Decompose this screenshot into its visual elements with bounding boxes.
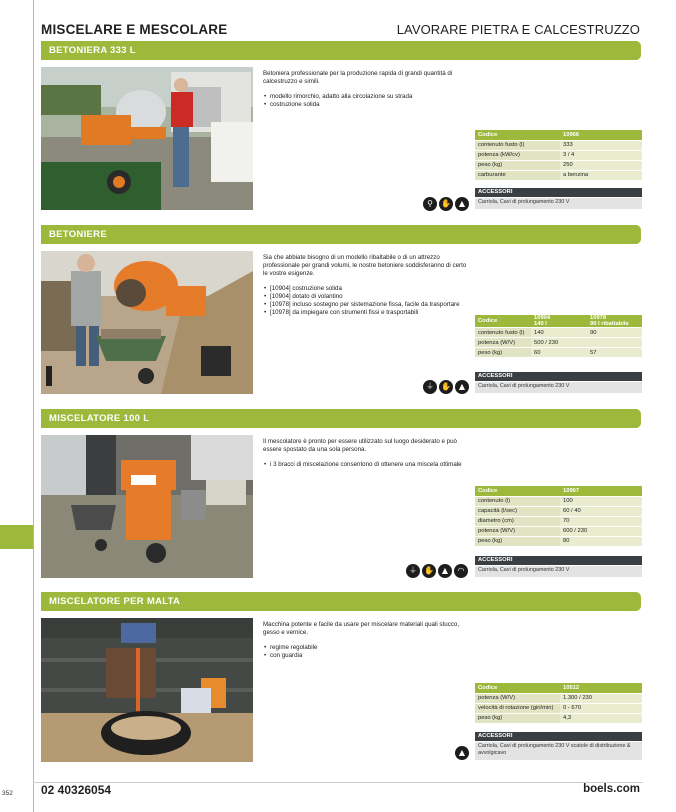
- hand-glove-icon: ✋: [439, 380, 453, 394]
- spec-row: [475, 693, 642, 703]
- spec-header-code: [587, 315, 642, 328]
- spec-value: 600 / 230: [560, 526, 642, 536]
- spec-code: 10904: [534, 315, 551, 321]
- spec-value: a benzina: [560, 170, 642, 180]
- spec-row: [475, 496, 642, 506]
- spec-table: [475, 130, 642, 181]
- product-photo-miscelatore-malta: [41, 618, 253, 762]
- spec-code: 10978: [590, 315, 607, 321]
- description-text: Sia che abbiate bisogno di un modello ribaltabile o di un attrezzo professionale per grandi volumi, le nostre betoniere soddisferanno di certo le vostre esigenze.: [263, 254, 467, 277]
- spec-value: 500 / 230: [531, 338, 587, 348]
- spec-table: [475, 486, 642, 547]
- spec-header-row: [475, 683, 642, 693]
- spec-label: potenza (kW/cv): [475, 150, 560, 160]
- spec-value: 80: [560, 536, 642, 546]
- accessories-header: ACCESSORI: [475, 732, 642, 741]
- section-title: BETONIERA 333 L: [41, 41, 641, 60]
- description-text: Macchina potente e facile da usare per miscelare materiali quali stucco, gesso e vernice.: [263, 621, 460, 636]
- accessories-header: ACCESSORI: [475, 372, 642, 381]
- spec-label: potenza (W/V): [475, 338, 531, 348]
- feature-list: [263, 285, 468, 317]
- plug-icon: ⏚: [406, 564, 420, 578]
- spec-value: 250: [560, 160, 642, 170]
- spec-row: [475, 160, 642, 170]
- spec-value: 57: [587, 348, 642, 358]
- spec-header-row: [475, 486, 642, 496]
- spec-header-code: 10966: [560, 130, 642, 140]
- spec-value: 70: [560, 516, 642, 526]
- spec-header-row: [475, 130, 642, 140]
- safety-icons: [406, 564, 468, 578]
- spec-value: 333: [560, 140, 642, 150]
- feature-item: • [10904] costruzione solida: [263, 285, 468, 293]
- feature-item: • [10904] dotato di volantino: [263, 293, 468, 301]
- spec-row: [475, 713, 642, 723]
- description-text: Betoniera professionale per la produzione rapida di grandi quantità di calcestruzzo e simili.: [263, 70, 453, 85]
- accessories-header: ACCESSORI: [475, 556, 642, 565]
- phone-number: 02 40326054: [41, 783, 112, 797]
- spec-label: peso (kg): [475, 536, 560, 546]
- description-text: Il mescolatore è pronto per essere utilizzato sul luogo desiderato e può essere spostato da una sola persona.: [263, 438, 457, 453]
- boot-icon: ▲: [455, 380, 469, 394]
- spec-row: [475, 516, 642, 526]
- feature-item: • [10978] incluso sostegno per sistemazione fissa, facile da trasportare: [263, 301, 468, 309]
- spec-label: contenuto fusto (l): [475, 328, 531, 338]
- feature-item: • con guardia: [263, 652, 468, 660]
- spec-value: 4,3: [560, 713, 642, 723]
- spec-label: peso (kg): [475, 160, 560, 170]
- feature-list: [263, 644, 468, 660]
- spec-value: 90: [587, 328, 642, 338]
- page-number: 352: [2, 790, 13, 797]
- safety-icons: [455, 746, 469, 760]
- safety-icons: [423, 380, 469, 394]
- spec-row: [475, 506, 642, 516]
- section-title: MISCELATORE 100 L: [41, 409, 641, 428]
- website-link[interactable]: boels.com: [583, 783, 640, 795]
- ear-protection-icon: ◠: [454, 564, 468, 578]
- spec-value: 140: [531, 328, 587, 338]
- spec-header-label: Codice: [475, 486, 560, 496]
- boot-icon: ▲: [438, 564, 452, 578]
- feature-list: [263, 93, 468, 109]
- spec-row: [475, 526, 642, 536]
- plug-icon: ⏚: [423, 380, 437, 394]
- product-photo-betoniere: [41, 251, 253, 394]
- spec-row: [475, 348, 642, 358]
- section-description: [263, 254, 468, 317]
- spec-table: [475, 315, 642, 358]
- boot-icon: ▲: [455, 746, 469, 760]
- page-category: LAVORARE PIETRA E CALCESTRUZZO: [396, 22, 640, 37]
- boot-icon: ▲: [455, 197, 469, 211]
- spec-value: [587, 338, 642, 348]
- spec-label: carburante: [475, 170, 560, 180]
- spec-label: potenza (W/V): [475, 693, 560, 703]
- feature-item: • modello rimorchio, adatto alla circolazione su strada: [263, 93, 468, 101]
- feature-item: • i 3 bracci di miscelazione consentono di ottenere una miscela ottimale: [263, 461, 468, 469]
- spec-row: [475, 338, 642, 348]
- spec-label: diametro (cm): [475, 516, 560, 526]
- spec-code-sub: 140 l: [534, 321, 547, 327]
- safety-icons: [423, 197, 469, 211]
- spec-value: 100: [560, 496, 642, 506]
- spec-value: 3 / 4: [560, 150, 642, 160]
- spec-row: [475, 703, 642, 713]
- spec-header-code: [531, 315, 587, 328]
- page-title: MISCELARE E MESCOLARE: [41, 22, 228, 37]
- accessories-header: ACCESSORI: [475, 188, 642, 197]
- accessories-text: Carriola, Cavi di prolungamento 230 V: [475, 198, 642, 209]
- section-description: [263, 621, 468, 660]
- section-description: [263, 438, 468, 469]
- spec-code-sub: 90 l ribaltabile: [590, 321, 629, 327]
- spec-header-label: Codice: [475, 130, 560, 140]
- accessories-text: Carriola, Cavi di prolungamento 230 V: [475, 382, 642, 393]
- spec-table: [475, 683, 642, 724]
- spec-label: peso (kg): [475, 713, 560, 723]
- product-photo-miscelatore: [41, 435, 253, 578]
- accessories-text: Carriola, Cavi di prolungamento 230 V scatole di distribuzione & avvolgicavo: [475, 742, 642, 760]
- left-margin-rule: [33, 0, 34, 812]
- spec-row: [475, 150, 642, 160]
- spec-label: velocità di rotazione (giri/min): [475, 703, 560, 713]
- hand-glove-icon: ✋: [439, 197, 453, 211]
- feature-item: • costruzione solida: [263, 101, 468, 109]
- spec-label: peso (kg): [475, 348, 531, 358]
- section-title: MISCELATORE PER MALTA: [41, 592, 641, 611]
- feature-item: • [10978] da impiegare con strumenti fissi e trasportabili: [263, 309, 468, 317]
- spec-header-label: Codice: [475, 683, 560, 693]
- section-title: BETONIERE: [41, 225, 641, 244]
- spec-header-row: [475, 315, 642, 328]
- product-photo-betoniera: [41, 67, 253, 210]
- spec-header-code: 10967: [560, 486, 642, 496]
- spec-label: capacità (l/sec): [475, 506, 560, 516]
- spec-header-label: Codice: [475, 315, 531, 328]
- spec-label: contenuto (l): [475, 496, 560, 506]
- chapter-tab: [0, 525, 33, 549]
- spec-header-code: 10512: [560, 683, 642, 693]
- spec-label: contenuto fusto (l): [475, 140, 560, 150]
- section-description: [263, 70, 468, 109]
- spec-row: [475, 536, 642, 546]
- spec-row: [475, 140, 642, 150]
- spec-value: 1.300 / 230: [560, 693, 642, 703]
- spec-value: 60 / 40: [560, 506, 642, 516]
- spec-label: potenza (W/V): [475, 526, 560, 536]
- accessories-text: Carriola, Cavi di prolungamento 230 V: [475, 566, 642, 577]
- spec-value: 60: [531, 348, 587, 358]
- trailer-hitch-icon: ⚲: [423, 197, 437, 211]
- spec-value: 0 - 670: [560, 703, 642, 713]
- spec-row: [475, 328, 642, 338]
- footer-rule: [33, 782, 643, 783]
- spec-row: [475, 170, 642, 180]
- hand-glove-icon: ✋: [422, 564, 436, 578]
- feature-list: [263, 461, 468, 469]
- feature-item: • regime regolabile: [263, 644, 468, 652]
